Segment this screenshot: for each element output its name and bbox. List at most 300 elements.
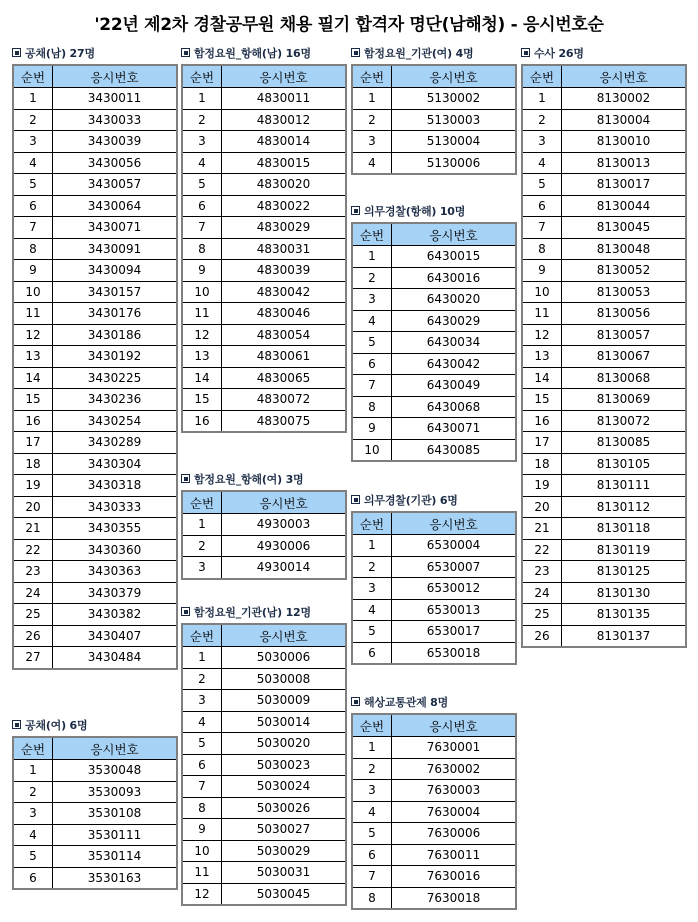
exam-number-cell: 8130013 xyxy=(562,152,687,174)
column-header-exam-no: 응시번호 xyxy=(53,737,178,760)
exam-number-cell: 6430015 xyxy=(392,246,517,268)
exam-number-cell: 3430484 xyxy=(87,650,142,665)
seq-cell: 12 xyxy=(522,324,562,346)
seq-cell: 3 xyxy=(13,131,53,153)
exam-number-cell: 5030006 xyxy=(222,647,347,669)
table-row xyxy=(182,514,346,536)
seq-cell: 17 xyxy=(13,432,53,454)
exam-number-cell: 8130044 xyxy=(562,195,687,217)
seq-cell: 12 xyxy=(13,324,53,346)
exam-number-cell: 3430157 xyxy=(53,281,178,303)
seq-cell: 6 xyxy=(13,867,53,889)
table-row xyxy=(522,109,686,131)
table-row xyxy=(352,131,516,153)
exam-number-cell: 8130118 xyxy=(562,518,687,540)
exam-number-cell: 3430379 xyxy=(53,582,178,604)
table-row xyxy=(352,439,516,461)
table-row xyxy=(522,389,686,411)
seq-cell: 3 xyxy=(352,578,392,600)
exam-number-cell: 3430407 xyxy=(53,625,178,647)
exam-number-cell: 8130048 xyxy=(562,238,687,260)
result-table xyxy=(351,222,517,462)
seq-cell: 4 xyxy=(13,824,53,846)
table-row xyxy=(352,844,516,866)
section-title-label: 함정요원_항해(남) 16명 xyxy=(194,47,311,60)
table-row xyxy=(522,475,686,497)
table-row xyxy=(182,690,346,712)
seq-cell: 13 xyxy=(522,346,562,368)
seq-cell: 6 xyxy=(352,642,392,664)
seq-cell: 9 xyxy=(522,260,562,282)
table-row xyxy=(352,246,516,268)
exam-number-cell: 8130057 xyxy=(562,324,687,346)
exam-number-cell: 4830065 xyxy=(222,367,347,389)
exam-number-cell: 4930006 xyxy=(222,535,347,557)
exam-number-cell: 6530004 xyxy=(392,535,517,557)
square-bullet-icon xyxy=(351,697,360,706)
exam-number-cell: 4830022 xyxy=(222,195,347,217)
table-row xyxy=(13,238,177,260)
seq-cell: 8 xyxy=(13,238,53,260)
seq-cell: 27 xyxy=(13,647,53,669)
table-row xyxy=(352,88,516,110)
table-header-row xyxy=(522,65,686,88)
exam-number-cell: 8130130 xyxy=(562,582,687,604)
exam-number-cell: 6530018 xyxy=(426,645,481,660)
section-title xyxy=(181,47,347,61)
table-row xyxy=(522,152,686,174)
table-row xyxy=(522,604,686,626)
seq-cell: 2 xyxy=(13,109,53,131)
exam-number-cell: 8130068 xyxy=(562,367,687,389)
table-header-row xyxy=(352,512,516,535)
exam-number-cell: 8130137 xyxy=(596,628,651,643)
result-table xyxy=(351,511,517,665)
seq-cell: 14 xyxy=(182,367,222,389)
exam-number-cell: 3530111 xyxy=(53,824,178,846)
seq-cell: 2 xyxy=(13,781,53,803)
table-row xyxy=(352,556,516,578)
exam-number-cell: 3430333 xyxy=(53,496,178,518)
table-row xyxy=(182,238,346,260)
table-row xyxy=(182,776,346,798)
section-hamjeong-gigwan-f xyxy=(351,47,517,175)
seq-cell: 9 xyxy=(182,819,222,841)
seq-cell: 3 xyxy=(352,780,392,802)
square-bullet-icon xyxy=(351,206,360,215)
table-row xyxy=(522,324,686,346)
exam-number-cell: 6430029 xyxy=(392,310,517,332)
exam-number-cell: 6430016 xyxy=(392,267,517,289)
exam-number-cell: 3530163 xyxy=(87,870,142,885)
seq-cell: 7 xyxy=(352,375,392,397)
table-row xyxy=(522,539,686,561)
exam-number-cell: 3430318 xyxy=(53,475,178,497)
seq-cell: 25 xyxy=(522,604,562,626)
exam-number-cell: 8130119 xyxy=(562,539,687,561)
seq-cell: 13 xyxy=(13,346,53,368)
exam-number-cell: 4830020 xyxy=(222,174,347,196)
table-row xyxy=(522,561,686,583)
exam-number-cell: 6430020 xyxy=(392,289,517,311)
seq-cell: 1 xyxy=(352,88,392,110)
exam-number-cell: 4830015 xyxy=(222,152,347,174)
table-row xyxy=(522,518,686,540)
seq-cell: 6 xyxy=(352,353,392,375)
seq-cell: 5 xyxy=(352,621,392,643)
seq-cell: 3 xyxy=(352,289,392,311)
seq-cell: 3 xyxy=(182,690,222,712)
section-hamjeong-hanghae-f xyxy=(181,473,347,580)
exam-number-cell: 7630018 xyxy=(426,890,481,905)
seq-cell: 15 xyxy=(13,389,53,411)
section-gongchae-f xyxy=(12,719,178,890)
table-row xyxy=(13,539,177,561)
exam-number-cell: 6430068 xyxy=(392,396,517,418)
result-table xyxy=(181,490,347,580)
seq-cell: 5 xyxy=(13,174,53,196)
seq-cell: 26 xyxy=(13,625,53,647)
exam-number-cell: 4830011 xyxy=(222,88,347,110)
seq-cell: 4 xyxy=(352,801,392,823)
table-row xyxy=(522,432,686,454)
exam-number-cell: 4830042 xyxy=(222,281,347,303)
section-title-label: 함정요원_기관(여) 4명 xyxy=(364,47,474,60)
table-row xyxy=(13,496,177,518)
seq-cell: 3 xyxy=(182,131,222,153)
exam-number-cell: 5130004 xyxy=(392,131,517,153)
seq-cell: 6 xyxy=(352,844,392,866)
seq-cell: 2 xyxy=(352,758,392,780)
table-row xyxy=(182,389,346,411)
seq-cell: 4 xyxy=(13,152,53,174)
seq-cell: 5 xyxy=(182,733,222,755)
exam-number-cell: 3430064 xyxy=(53,195,178,217)
section-hamjeong-gigwan-m xyxy=(181,606,347,906)
seq-cell: 6 xyxy=(522,195,562,217)
seq-cell: 22 xyxy=(13,539,53,561)
exam-number-cell: 8130017 xyxy=(562,174,687,196)
table-row xyxy=(13,88,177,110)
section-title-label: 의무경찰(기관) 6명 xyxy=(364,494,458,507)
section-title xyxy=(351,205,517,219)
exam-number-cell: 3430304 xyxy=(53,453,178,475)
square-bullet-icon xyxy=(351,495,360,504)
section-title-label: 공채(남) 27명 xyxy=(25,47,95,60)
exam-number-cell: 6430042 xyxy=(392,353,517,375)
table-row xyxy=(352,887,516,909)
seq-cell: 19 xyxy=(13,475,53,497)
exam-number-cell: 7630002 xyxy=(392,758,517,780)
seq-cell: 4 xyxy=(522,152,562,174)
table-row xyxy=(182,324,346,346)
table-row xyxy=(13,625,177,647)
exam-number-cell: 6530007 xyxy=(392,556,517,578)
section-title-label: 함정요원_기관(남) 12명 xyxy=(194,606,311,619)
seq-cell: 11 xyxy=(182,862,222,884)
exam-number-cell: 7630006 xyxy=(392,823,517,845)
exam-number-cell: 8130045 xyxy=(562,217,687,239)
seq-cell: 1 xyxy=(182,88,222,110)
exam-number-cell: 5030008 xyxy=(222,668,347,690)
table-row xyxy=(352,780,516,802)
exam-number-cell: 3430011 xyxy=(53,88,178,110)
seq-cell: 3 xyxy=(13,803,53,825)
seq-cell: 4 xyxy=(182,152,222,174)
table-row xyxy=(352,535,516,557)
table-row xyxy=(13,367,177,389)
seq-cell: 5 xyxy=(352,332,392,354)
seq-cell: 1 xyxy=(352,737,392,759)
seq-cell: 9 xyxy=(352,418,392,440)
section-hamjeong-hanghae-m xyxy=(181,47,347,433)
exam-number-cell: 8130052 xyxy=(562,260,687,282)
table-row xyxy=(522,238,686,260)
exam-number-cell: 4830072 xyxy=(222,389,347,411)
table-row xyxy=(182,711,346,733)
seq-cell: 2 xyxy=(182,109,222,131)
table-row xyxy=(522,367,686,389)
seq-cell: 10 xyxy=(13,281,53,303)
table-row xyxy=(13,781,177,803)
table-header-row xyxy=(13,737,177,760)
exam-number-cell: 4830075 xyxy=(256,413,311,428)
table-row xyxy=(182,303,346,325)
seq-cell: 21 xyxy=(13,518,53,540)
table-row xyxy=(13,217,177,239)
exam-number-cell: 7630001 xyxy=(392,737,517,759)
seq-cell: 2 xyxy=(182,535,222,557)
table-header-row xyxy=(352,223,516,246)
table-row xyxy=(182,733,346,755)
square-bullet-icon xyxy=(181,607,190,616)
table-row xyxy=(182,367,346,389)
exam-number-cell: 8130085 xyxy=(562,432,687,454)
exam-number-cell: 5030020 xyxy=(222,733,347,755)
seq-cell: 2 xyxy=(352,267,392,289)
column-header-seq: 순번 xyxy=(352,714,392,737)
column-header-exam-no: 응시번호 xyxy=(222,491,347,514)
table-row xyxy=(352,375,516,397)
seq-cell: 11 xyxy=(13,303,53,325)
section-title xyxy=(12,47,178,61)
exam-number-cell: 8130112 xyxy=(562,496,687,518)
table-row xyxy=(352,396,516,418)
seq-cell: 11 xyxy=(182,303,222,325)
table-row xyxy=(13,846,177,868)
table-row xyxy=(182,260,346,282)
exam-number-cell: 5130003 xyxy=(392,109,517,131)
column-header-exam-no: 응시번호 xyxy=(392,65,517,88)
column-header-exam-no: 응시번호 xyxy=(392,223,517,246)
table-row xyxy=(13,561,177,583)
table-header-row xyxy=(182,491,346,514)
exam-number-cell: 3430057 xyxy=(53,174,178,196)
seq-cell: 19 xyxy=(522,475,562,497)
exam-number-cell: 3430360 xyxy=(53,539,178,561)
seq-cell: 4 xyxy=(352,152,392,174)
seq-cell: 13 xyxy=(182,346,222,368)
seq-cell: 14 xyxy=(522,367,562,389)
exam-number-cell: 4930003 xyxy=(222,514,347,536)
result-table xyxy=(351,64,517,175)
seq-cell: 4 xyxy=(352,599,392,621)
table-row xyxy=(522,625,686,647)
seq-cell: 4 xyxy=(182,711,222,733)
seq-cell: 1 xyxy=(13,760,53,782)
seq-cell: 7 xyxy=(13,217,53,239)
column-header-seq: 순번 xyxy=(13,65,53,88)
exam-number-cell: 5030029 xyxy=(222,840,347,862)
seq-cell: 1 xyxy=(13,88,53,110)
column-header-seq: 순번 xyxy=(182,65,222,88)
section-title-label: 의무경찰(항해) 10명 xyxy=(364,205,466,218)
seq-cell: 16 xyxy=(182,410,222,432)
seq-cell: 6 xyxy=(13,195,53,217)
exam-number-cell: 5030023 xyxy=(222,754,347,776)
exam-number-cell: 6530017 xyxy=(392,621,517,643)
exam-number-cell: 8130053 xyxy=(562,281,687,303)
table-row xyxy=(352,642,516,664)
table-header-row xyxy=(13,65,177,88)
table-header-row xyxy=(352,714,516,737)
section-title xyxy=(351,494,517,508)
column-header-exam-no: 응시번호 xyxy=(53,65,178,88)
exam-number-cell: 3430225 xyxy=(53,367,178,389)
exam-number-cell: 6430049 xyxy=(392,375,517,397)
section-susa xyxy=(521,47,687,648)
column-header-exam-no: 응시번호 xyxy=(562,65,687,88)
section-title xyxy=(351,47,517,61)
exam-number-cell: 3430382 xyxy=(53,604,178,626)
table-header-row xyxy=(182,624,346,647)
table-row xyxy=(182,217,346,239)
exam-number-cell: 8130067 xyxy=(562,346,687,368)
seq-cell: 17 xyxy=(522,432,562,454)
column-header-exam-no: 응시번호 xyxy=(392,714,517,737)
section-haesang-gyotong xyxy=(351,696,517,910)
section-title xyxy=(181,473,347,487)
exam-number-cell: 4830061 xyxy=(222,346,347,368)
table-row xyxy=(182,840,346,862)
table-row xyxy=(13,109,177,131)
seq-cell: 6 xyxy=(182,754,222,776)
table-row xyxy=(522,260,686,282)
table-row xyxy=(182,131,346,153)
table-row xyxy=(182,819,346,841)
seq-cell: 26 xyxy=(522,625,562,647)
table-row xyxy=(182,109,346,131)
seq-cell: 1 xyxy=(352,246,392,268)
seq-cell: 18 xyxy=(13,453,53,475)
exam-number-cell: 3430094 xyxy=(53,260,178,282)
seq-cell: 10 xyxy=(182,281,222,303)
exam-number-cell: 6430071 xyxy=(392,418,517,440)
exam-number-cell: 3530108 xyxy=(53,803,178,825)
seq-cell: 1 xyxy=(522,88,562,110)
exam-number-cell: 4830039 xyxy=(222,260,347,282)
table-row xyxy=(13,824,177,846)
column-header-seq: 순번 xyxy=(352,223,392,246)
result-table xyxy=(351,713,517,910)
seq-cell: 1 xyxy=(182,647,222,669)
exam-number-cell: 8130111 xyxy=(562,475,687,497)
section-title-label: 수사 26명 xyxy=(534,47,584,60)
table-row xyxy=(13,760,177,782)
table-header-row xyxy=(352,65,516,88)
seq-cell: 3 xyxy=(522,131,562,153)
table-row xyxy=(352,310,516,332)
section-uimu-hanghae xyxy=(351,205,517,462)
column-header-seq: 순번 xyxy=(352,65,392,88)
table-row xyxy=(352,578,516,600)
seq-cell: 6 xyxy=(182,195,222,217)
table-row xyxy=(522,582,686,604)
table-row xyxy=(13,389,177,411)
seq-cell: 2 xyxy=(352,109,392,131)
table-row xyxy=(352,823,516,845)
table-row xyxy=(13,152,177,174)
exam-number-cell: 3430039 xyxy=(53,131,178,153)
square-bullet-icon xyxy=(12,48,21,57)
exam-number-cell: 3530093 xyxy=(53,781,178,803)
table-row xyxy=(182,410,346,432)
seq-cell: 12 xyxy=(182,324,222,346)
square-bullet-icon xyxy=(12,720,21,729)
seq-cell: 4 xyxy=(352,310,392,332)
seq-cell: 7 xyxy=(182,776,222,798)
seq-cell: 8 xyxy=(352,887,392,909)
table-row xyxy=(522,217,686,239)
table-row xyxy=(13,410,177,432)
table-row xyxy=(182,281,346,303)
exam-number-cell: 4830029 xyxy=(222,217,347,239)
table-row xyxy=(522,346,686,368)
seq-cell: 21 xyxy=(522,518,562,540)
exam-number-cell: 4830031 xyxy=(222,238,347,260)
table-row xyxy=(352,801,516,823)
table-row xyxy=(182,152,346,174)
seq-cell: 1 xyxy=(352,535,392,557)
exam-number-cell: 8130072 xyxy=(562,410,687,432)
exam-number-cell: 5130002 xyxy=(392,88,517,110)
seq-cell: 15 xyxy=(522,389,562,411)
table-row xyxy=(182,535,346,557)
exam-number-cell: 4830046 xyxy=(222,303,347,325)
section-title xyxy=(12,719,178,733)
seq-cell: 3 xyxy=(182,557,222,579)
table-row xyxy=(352,152,516,174)
result-table xyxy=(521,64,687,648)
table-row xyxy=(182,754,346,776)
exam-number-cell: 3430176 xyxy=(53,303,178,325)
table-row xyxy=(522,496,686,518)
result-table xyxy=(12,64,178,670)
seq-cell: 7 xyxy=(352,866,392,888)
exam-number-cell: 4830054 xyxy=(222,324,347,346)
section-title xyxy=(521,47,687,61)
exam-number-cell: 3430091 xyxy=(53,238,178,260)
exam-number-cell: 5030014 xyxy=(222,711,347,733)
exam-number-cell: 5030026 xyxy=(222,797,347,819)
exam-number-cell: 4830014 xyxy=(222,131,347,153)
section-title-label: 함정요원_항해(여) 3명 xyxy=(194,473,304,486)
exam-number-cell: 8130069 xyxy=(562,389,687,411)
table-row xyxy=(352,289,516,311)
seq-cell: 16 xyxy=(13,410,53,432)
table-row xyxy=(352,599,516,621)
square-bullet-icon xyxy=(521,48,530,57)
